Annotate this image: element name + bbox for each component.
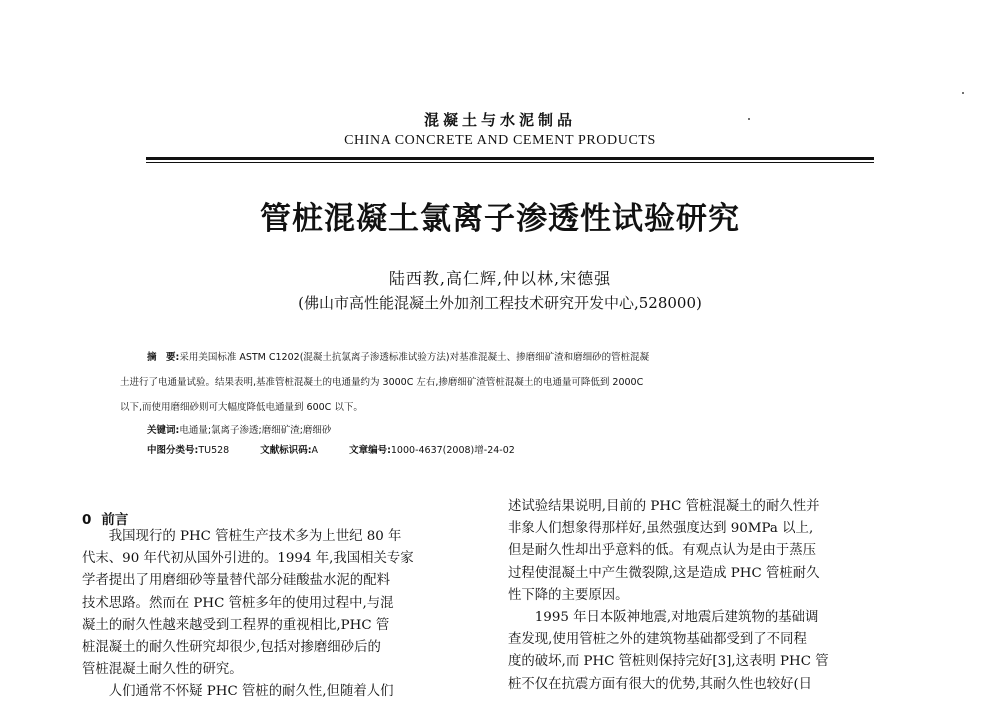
abstract-line-2: 土进行了电通量试验。结果表明,基准管桩混凝土的电通量约为 3000C 左右,掺磨细矿渣管桩混凝土的电通量可降低到 2000C xyxy=(120,377,644,388)
right-column xyxy=(508,496,829,696)
right-line: 性下降的主要原因。 xyxy=(508,587,629,603)
keywords-text: 电通量;氯离子渗透;磨细矿渣;磨细砂 xyxy=(179,425,332,436)
left-line: 人们通常不怀疑 PHC 管桩的耐久性,但随着人们 xyxy=(82,684,394,700)
scan-speck xyxy=(748,118,750,120)
left-column xyxy=(82,526,414,704)
left-line: 我国现行的 PHC 管桩生产技术多为上世纪 80 年 xyxy=(82,529,402,544)
right-line: 桩不仅在抗震方面有很大的优势,其耐久性也较好(日 xyxy=(508,676,813,692)
right-line: 度的破坏,而 PHC 管桩则保持完好[3],这表明 PHC 管 xyxy=(508,654,829,670)
section-number: 0 xyxy=(82,512,92,528)
right-line: 但是耐久性却出乎意料的低。有观点认为是由于蒸压 xyxy=(508,543,816,559)
article-no-value: 1000-4637(2008)增-24-02 xyxy=(390,445,515,456)
abstract-line-3: 以下,而使用磨细砂则可大幅度降低电通量到 600C 以下。 xyxy=(120,402,363,413)
doc-code-label: 文献标识码: xyxy=(260,445,312,456)
journal-name-cn: 混凝土与水泥制品 xyxy=(423,111,576,129)
paper-authors: 陆西教,高仁辉,仲以林,宋德强 xyxy=(388,269,612,288)
abstract-line-1 xyxy=(147,349,649,363)
classification-line xyxy=(147,442,515,456)
paper-title: 管桩混凝土氯离子渗透性试验研究 xyxy=(260,201,740,237)
left-line: 管桩混凝土耐久性的研究。 xyxy=(82,662,243,678)
scan-speck xyxy=(962,92,964,94)
header-rule-thin xyxy=(146,162,874,163)
right-line: 述试验结果说明,目前的 PHC 管桩混凝土的耐久性并 xyxy=(508,499,820,514)
left-line: 桩混凝土的耐久性研究却很少,包括对掺磨细砂后的 xyxy=(82,640,381,656)
left-line: 代末、90 年代初从国外引进的。1994 年,我国相关专家 xyxy=(82,551,414,567)
doc-code-value: A xyxy=(311,445,319,456)
right-line: 查发现,使用管桩之外的建筑物基础都受到了不同程 xyxy=(508,632,807,648)
paper-affiliation: (佛山市高性能混凝土外加剂工程技术研究开发中心,528000) xyxy=(298,294,702,312)
article-no-label: 文章编号: xyxy=(349,445,391,456)
section-heading xyxy=(82,508,138,528)
clc-label: 中图分类号: xyxy=(147,445,199,456)
abstract-text-1: 采用美国标准 ASTM C1202(混凝土抗氯离子渗透标准试验方法)对基准混凝土、掺磨细矿渣和磨细砂的管桩混凝 xyxy=(179,352,650,363)
section-title: 前言 xyxy=(101,512,129,528)
right-line: 1995 年日本阪神地震,对地震后建筑物的基础调 xyxy=(508,610,819,626)
journal-name-en: CHINA CONCRETE AND CEMENT PRODUCTS xyxy=(344,133,656,148)
left-line: 学者提出了用磨细砂等量替代部分硅酸盐水泥的配料 xyxy=(82,573,390,589)
abstract-label: 摘 要: xyxy=(147,352,180,363)
keywords-label: 关键词: xyxy=(147,425,180,436)
header-rule-thick xyxy=(146,157,874,160)
keywords xyxy=(147,422,331,436)
left-line: 技术思路。然而在 PHC 管桩多年的使用过程中,与混 xyxy=(82,595,394,611)
right-line: 过程使混凝土中产生微裂隙,这是造成 PHC 管桩耐久 xyxy=(508,565,820,581)
clc-value: TU528 xyxy=(198,445,230,456)
left-line: 凝土的耐久性越来越受到工程界的重视相比,PHC 管 xyxy=(82,617,390,633)
right-line: 非象人们想象得那样好,虽然强度达到 90MPa 以上, xyxy=(508,521,814,537)
